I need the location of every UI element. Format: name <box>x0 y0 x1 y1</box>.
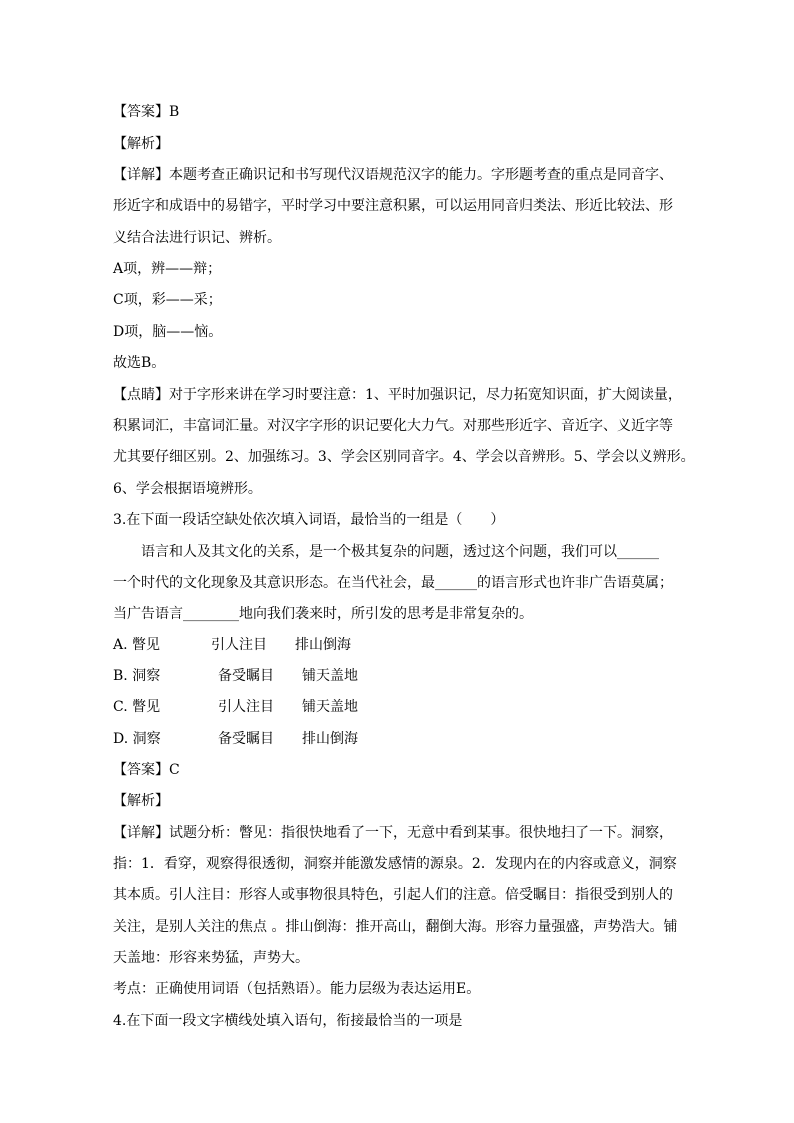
option-a-word-1: A. 瞥见 <box>113 637 161 653</box>
detail-line-2: 形近字和成语中的易错字，平时学习中要注意积累，可以运用同音归类法、形近比较法、形 <box>113 198 673 214</box>
passage-line-3: 当广告语言________地向我们袭来时，所引发的思考是非常复杂的。 <box>113 606 533 622</box>
passage-line-2: 一个时代的文化现象及其意识形态。在当代社会，最______的语言形式也许非广告语莫属； <box>113 575 673 591</box>
option-c-word-1: C. 瞥见 <box>113 699 161 715</box>
option-d-word-2: 备受瞩目 <box>218 731 274 747</box>
tip-line-2: 积累词汇，丰富词汇量。对汉字字形的识记要化大力气。对那些形近字、音近字、义近字等 <box>113 418 673 434</box>
detail-2-line-3: 其本质。引人注目：形容人或事物很具特色，引起人们的注意。倍受瞩目：指很受到别人的 <box>113 887 673 903</box>
exam-point: 考点：正确使用词语（包括熟语）。能力层级为表达运用E。 <box>113 981 481 997</box>
passage-line-1: 语言和人及其文化的关系，是一个极其复杂的问题，透过这个问题，我们可以______ <box>141 544 659 560</box>
option-c-word-2: 引人注目 <box>218 699 274 715</box>
option-c-word-3: 铺天盖地 <box>302 699 358 715</box>
answer-2-label: 【答案】C <box>113 762 180 778</box>
detail-line-3: 义结合法进行识记、辨析。 <box>113 230 281 246</box>
analysis-heading: 【解析】 <box>113 136 169 152</box>
option-a-word-3: 排山倒海 <box>295 637 351 653</box>
answer-label: 【答案】B <box>113 104 180 120</box>
option-d-word-1: D. 洞察 <box>113 731 161 747</box>
item-c: C项，彩——采； <box>113 292 222 308</box>
question-3-title: 3.在下面一段话空缺处依次填入词语，最恰当的一组是（ ） <box>113 512 505 528</box>
tip-line-1: 【点睛】对于字形来讲在学习时要注意：1、平时加强识记，尽力拓宽知识面，扩大阅读量， <box>113 387 682 403</box>
detail-2-line-4: 关注，是别人关注的焦点 。排山倒海：推开高山，翻倒大海。形容力量强盛，声势浩大。铺 <box>113 919 678 935</box>
tip-line-3: 尤其要仔细区别。2、加强练习。3、学会区别同音字。4、学会以音辨形。5、学会以义辨形。 <box>113 449 695 465</box>
option-b-word-3: 铺天盖地 <box>302 668 358 684</box>
tip-line-4: 6、学会根据语境辨形。 <box>113 481 262 497</box>
question-4-title: 4.在下面一段文字横线处填入语句，衔接最恰当的一项是 <box>113 1013 463 1029</box>
item-d: D项，脑——恼。 <box>113 324 223 340</box>
option-d-word-3: 排山倒海 <box>302 731 358 747</box>
item-a: A项，辨——辩； <box>113 261 222 277</box>
conclusion: 故选B。 <box>113 355 166 371</box>
detail-2-line-2: 指：1．看穿，观察得很透彻，洞察并能激发感情的源泉。2．发现内在的内容或意义，洞察 <box>113 856 677 872</box>
option-a-word-2: 引人注目 <box>211 637 267 653</box>
analysis-2-heading: 【解析】 <box>113 793 169 809</box>
detail-2-line-1: 【详解】试题分析：瞥见：指很快地看了一下，无意中看到某事。很快地扫了一下。洞察， <box>113 825 673 841</box>
detail-2-line-5: 天盖地：形容来势猛，声势大。 <box>113 950 309 966</box>
option-b-word-1: B. 洞察 <box>113 668 161 684</box>
option-b-word-2: 备受瞩目 <box>218 668 274 684</box>
detail-line-1: 【详解】本题考查正确识记和书写现代汉语规范汉字的能力。字形题考查的重点是同音字、 <box>113 167 673 183</box>
